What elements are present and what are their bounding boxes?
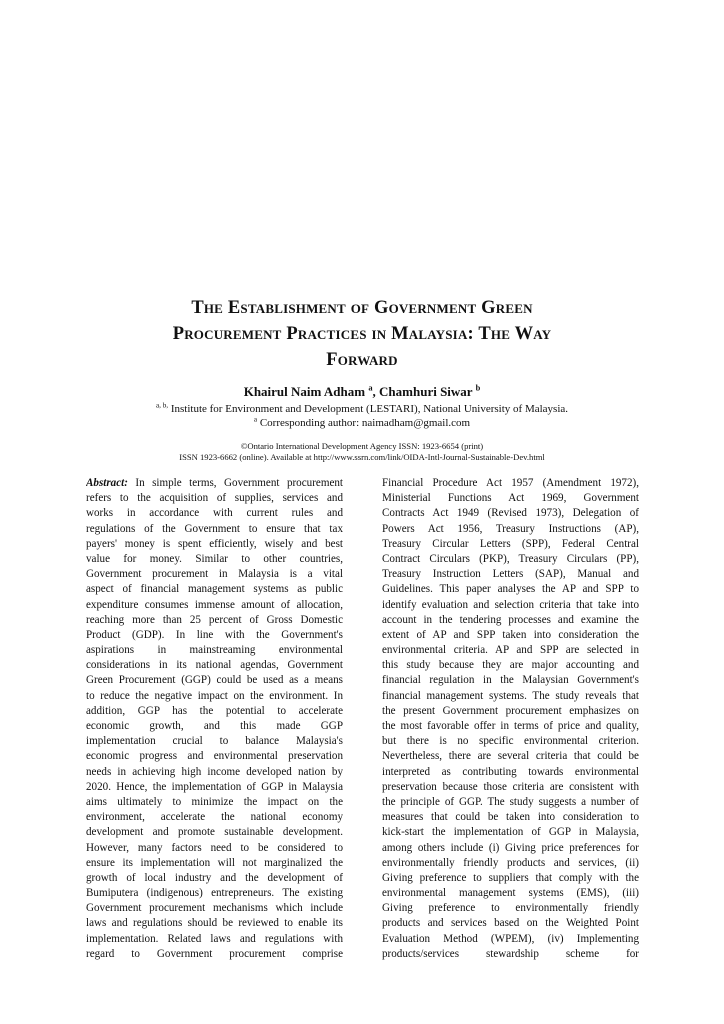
abstract-line: works in accordance with current rules and	[86, 507, 343, 520]
abstract-line: the most favorable offer in terms of price and quality,	[382, 720, 639, 732]
abstract-line: payers' money is spent efficiently, wisely and best	[86, 537, 343, 550]
abstract-line: development and promote sustainable development.	[86, 826, 343, 839]
title-line-3: Forward	[326, 350, 398, 370]
abstract-line: environmentally friendly products and services, (ii)	[382, 856, 639, 869]
abstract-line: the principle of GGP. The study suggests a number of	[382, 795, 639, 808]
abstract-line: reaching more than 25 percent of Gross Domestic	[86, 613, 343, 626]
abstract-line: growth of local industry and the development of	[86, 871, 343, 884]
abstract-line: environment, accelerate the national economy	[86, 811, 343, 824]
affiliation-block	[100, 402, 624, 430]
abstract-line: addition, GGP has the potential to accelerate	[86, 704, 343, 717]
abstract-line: Evaluation Method (WPEM), (iv) Implementing	[382, 932, 639, 945]
abstract-line: this study because they are major accounting and	[382, 659, 639, 672]
corresponding-marker: a	[253, 415, 258, 424]
author-list	[100, 384, 624, 400]
affiliation-line	[100, 402, 624, 416]
abstract-line: financial regulation in the Malaysian Government's	[382, 674, 639, 687]
copyright-issn-line: ©Ontario International Development Agency ISSN: 1923-6654 (print)	[240, 441, 484, 451]
abstract-line: laws and regulations should be reviewed to enable its	[86, 917, 343, 930]
publication-info	[90, 441, 634, 463]
title-line-1: The Establishment of Government Green	[191, 298, 533, 318]
abstract-line: extent of AP and SPP taken into consideration the	[382, 628, 639, 641]
abstract-line: implementation. Related laws and regulations with	[86, 932, 343, 945]
abstract-right-column	[382, 476, 639, 962]
abstract-line	[86, 476, 343, 491]
corresponding-author-text: Corresponding author: naimadham@gmail.com	[259, 417, 471, 429]
abstract-line: but there is no specific environmental criterion.	[382, 735, 639, 748]
abstract-line: account in the tendering processes and examine the	[382, 613, 639, 626]
paper-title	[100, 295, 624, 373]
affiliation-marker: a, b,	[155, 401, 169, 410]
abstract-line: considerations in its national agendas, Government	[86, 659, 343, 672]
abstract-first-line-text: In simple terms, Government procurement	[127, 477, 343, 489]
abstract-label: Abstract:	[86, 477, 128, 489]
abstract-line: the present Government procurement emphasizes on	[382, 704, 639, 717]
abstract-line: interpreted as contributing towards environmental	[382, 765, 639, 778]
author-affil-marker: a	[368, 382, 373, 393]
abstract-line: aims ultimately to minimize the impact on the	[86, 795, 343, 808]
author-name: Chamhuri Siwar	[379, 384, 473, 399]
abstract-line: economic growth, and this made GGP	[86, 720, 343, 732]
abstract-line: environmental management systems (EMS), (iii)	[382, 887, 639, 900]
abstract-line: to reduce the negative impact on the environment. In	[86, 689, 343, 702]
abstract-line: Green Procurement (GGP) could be used as a means	[86, 674, 343, 687]
online-issn-line: ISSN 1923-6662 (online). Available at http://www.ssrn.com/link/OIDA-Intl-Journal-Sustainable-Dev.html	[179, 452, 545, 462]
abstract-line: Contracts Act 1949 (Revised 1973), Delegation of	[382, 507, 639, 520]
abstract-line: Financial Procedure Act 1957 (Amendment 1972),	[382, 477, 639, 489]
author-name: Khairul Naim Adham	[243, 384, 366, 399]
abstract-line: However, many factors need to be considered to	[86, 841, 343, 854]
abstract-line: value for money. Similar to other countries,	[86, 552, 343, 565]
abstract-line: Bumiputera (indigenous) entrepreneurs. The existing	[86, 887, 343, 900]
abstract-line: products/services stewardship scheme for	[382, 947, 639, 960]
abstract-line: measures that could be taken into consideration to	[382, 811, 639, 824]
abstract-line: Product (GDP). In line with the Government's	[86, 628, 343, 641]
abstract-line: ensure its implementation will not marginalized the	[86, 856, 343, 869]
abstract-line: kick-start the implementation of GGP in Malaysia,	[382, 826, 639, 839]
abstract-line: regard to Government procurement comprise	[86, 947, 343, 960]
abstract-line: economic progress and environmental preservation	[86, 750, 343, 763]
abstract-line: Ministerial Functions Act 1969, Government	[382, 492, 639, 505]
abstract-line: Government procurement mechanisms which include	[86, 902, 343, 915]
abstract-line: Government procurement in Malaysia is a vital	[86, 568, 343, 581]
abstract-left-column	[86, 476, 343, 962]
abstract-line: refers to the acquisition of supplies, services and	[86, 492, 343, 505]
abstract-line: Giving preference to environmentally friendly	[382, 902, 639, 915]
abstract-line: implementation crucial to balance Malaysia's	[86, 735, 343, 748]
affiliation-text: Institute for Environment and Development (LESTARI), National University of Malaysia.	[170, 403, 569, 415]
abstract-line: products and services based on the Weighted Point	[382, 917, 639, 930]
abstract-line: Treasury Circular Letters (SPP), Federal Central	[382, 537, 639, 550]
abstract-line: 2020. Hence, the implementation of GGP in Malaysia	[86, 780, 343, 793]
abstract-line: identify evaluation and selection criteria that take into	[382, 598, 639, 611]
abstract-line: Treasury Instruction Letters (SAP), Manual and	[382, 568, 639, 581]
abstract-line: aspirations in mainstreaming environmental	[86, 644, 343, 657]
abstract-line: aspect of financial management systems as public	[86, 583, 343, 596]
abstract-line: financial management systems. The study reveals that	[382, 689, 639, 702]
abstract-line: expenditure consumes immense amount of allocation,	[86, 598, 343, 611]
abstract-line: needs in achieving high income developed nation by	[86, 765, 343, 778]
abstract-line: preservation because those criteria are consistent with	[382, 780, 639, 793]
author-affil-marker: b	[475, 382, 481, 393]
abstract-line: Guidelines. This paper analyses the AP and SPP to	[382, 583, 639, 596]
abstract-line: Powers Act 1956, Treasury Instructions (AP),	[382, 522, 639, 535]
abstract-line: regulations of the Government to ensure that tax	[86, 522, 343, 535]
abstract-line: Giving preference to suppliers that comply with the	[382, 871, 639, 884]
title-line-2: Procurement Practices in Malaysia: The Way	[172, 324, 552, 344]
corresponding-author-line	[100, 416, 624, 430]
abstract-line: Contract Circulars (PKP), Treasury Circulars (PP),	[382, 552, 639, 565]
abstract-line: Nevertheless, there are several criteria that could be	[382, 750, 639, 763]
author-separator: ,	[372, 384, 380, 399]
abstract-line: environmental criteria. AP and SPP are selected in	[382, 644, 639, 657]
abstract-line: among others include (i) Giving price preferences for	[382, 841, 639, 854]
